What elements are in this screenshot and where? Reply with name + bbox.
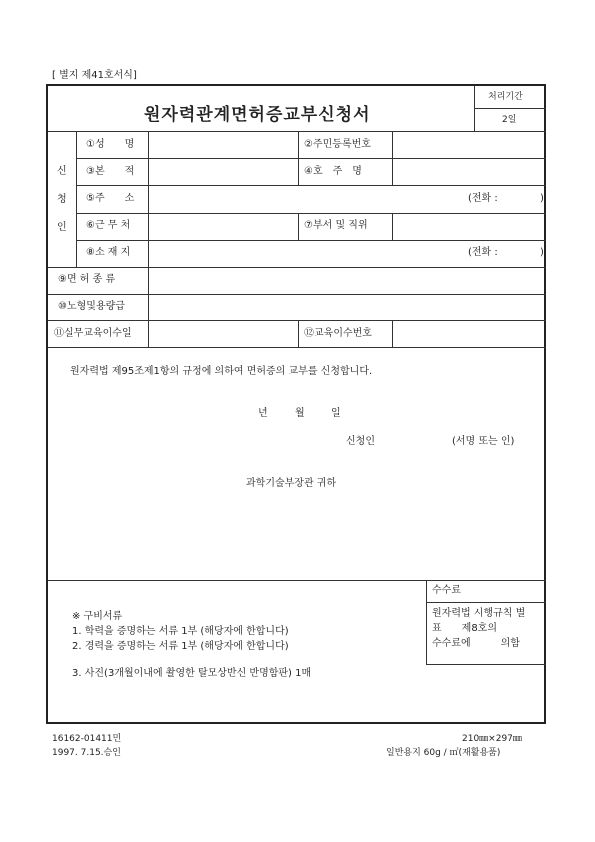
footer-approval: 1997. 7.15.승인 — [52, 748, 121, 758]
training-date-field[interactable] — [150, 322, 296, 346]
phone-close-1: ) — [540, 193, 544, 204]
origin-field[interactable] — [150, 160, 296, 184]
fee-text-3: 수수료에 의함 — [432, 638, 520, 649]
date-month: 월 — [295, 408, 305, 419]
documents-heading: ※ 구비서류 — [72, 611, 123, 622]
resident-number-field[interactable] — [394, 133, 544, 157]
document-item: 1. 학력을 증명하는 서류 1부 (해당자에 한합니다) — [72, 626, 289, 637]
address-label: ⑤주 소 — [86, 193, 135, 204]
applicant-sign-label: 신청인 — [346, 436, 375, 447]
signature-note: (서명 또는 인) — [452, 436, 515, 447]
resident-number-label: ②주민등록번호 — [304, 139, 371, 150]
training-date-label: ⑪실무교육이수일 — [54, 328, 132, 339]
reactor-capacity-label: ⑩노형및용량급 — [58, 301, 125, 312]
date-day: 일 — [331, 408, 341, 419]
application-statement: 원자력법 제95조제1항의 규정에 의하여 면허증의 교부를 신청합니다. — [70, 366, 373, 377]
department-label: ⑦부서 및 직위 — [304, 220, 368, 231]
head-of-family-field[interactable] — [394, 160, 544, 184]
training-number-field[interactable] — [394, 322, 544, 346]
document-item: 2. 경력을 증명하는 서류 1부 (해당자에 한합니다) — [72, 641, 289, 652]
name-field[interactable] — [150, 133, 296, 157]
application-form — [46, 84, 546, 724]
document-item: 3. 사진(3개월이내에 촬영한 탈모상반신 반명함판) 1매 — [72, 668, 312, 679]
form-number-tag: [ 별지 제41호서식] — [52, 70, 137, 81]
license-type-field[interactable] — [150, 269, 544, 293]
workplace-label: ⑥근 무 처 — [86, 220, 131, 231]
origin-label: ③본 적 — [86, 166, 135, 177]
phone-label-2: (전화 : — [468, 247, 498, 258]
footer-paper-size: 210㎜×297㎜ — [462, 734, 522, 744]
applicant-label-1: 신 — [57, 166, 67, 177]
date-year: 년 — [258, 408, 268, 419]
location-label: ⑧소 재 지 — [86, 247, 131, 258]
phone-close-2: ) — [540, 247, 544, 258]
applicant-label-3: 인 — [57, 222, 67, 233]
applicant-label-2: 청 — [57, 194, 67, 205]
processing-period-value: 2일 — [502, 115, 517, 125]
reactor-capacity-field[interactable] — [150, 296, 544, 319]
location-field[interactable] — [150, 242, 460, 266]
fee-text-1: 원자력법 시행규칙 별 — [432, 608, 526, 619]
head-of-family-label: ④호 주 명 — [304, 166, 362, 177]
department-field[interactable] — [394, 215, 544, 239]
phone-label-1: (전화 : — [468, 193, 498, 204]
workplace-field[interactable] — [150, 215, 296, 239]
name-label: ①성 명 — [86, 139, 135, 150]
address-field[interactable] — [150, 187, 460, 211]
fee-text-2: 표 제8호의 — [432, 623, 498, 634]
training-number-label: ⑫교육이수번호 — [304, 328, 372, 339]
footer-paper-type: 일반용지 60g / ㎡(재활용품) — [386, 748, 501, 758]
license-type-label: ⑨면 허 종 류 — [58, 274, 116, 285]
fee-label: 수수료 — [432, 585, 461, 596]
page-title: 원자력관계면허증교부신청서 — [144, 105, 371, 125]
processing-period-label: 처리기간 — [488, 92, 523, 102]
addressee: 과학기술부장관 귀하 — [246, 478, 337, 489]
footer-form-number: 16162-01411민 — [52, 734, 122, 744]
